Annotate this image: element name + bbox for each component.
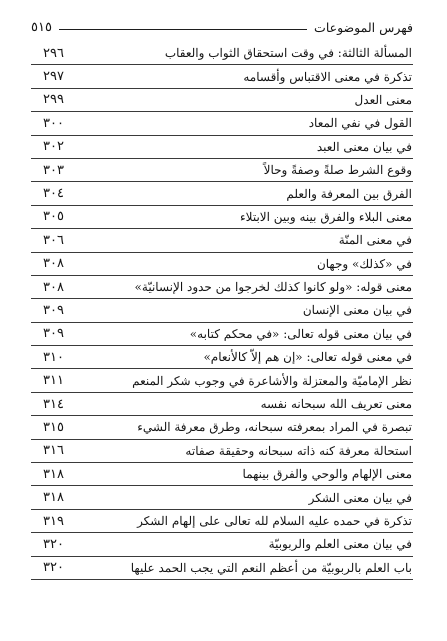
toc-entry-title: في بيان معنى الإنسان [302, 303, 412, 318]
toc-entry [31, 112, 413, 135]
toc-page-number: ٢٩٧ [43, 69, 64, 85]
page-number: ٥١٥ [31, 19, 52, 35]
toc-page-number: ٣١٨ [43, 490, 64, 506]
toc-page-number: ٣٠٨ [43, 279, 64, 295]
toc-entry-title: تبصرة في المراد بمعرفته سبحانه، وطرق معرفة الشيء [137, 420, 412, 435]
toc-entry [31, 206, 413, 229]
toc-page-number: ٣٠٠ [43, 115, 64, 131]
toc-entry-title: نظر الإماميّة والمعتزلة والأشاعرة في وجوب شكر المنعم [132, 373, 412, 388]
toc-entry-title: باب العلم بالربوبيّة من أعظم النعم التي يجب الحمد عليها [130, 560, 412, 575]
toc-entry [31, 393, 413, 416]
toc-entry [31, 323, 413, 346]
running-header [31, 17, 413, 37]
toc-entry [31, 416, 413, 439]
toc-entry [31, 299, 413, 322]
toc-page-number: ٣١٤ [43, 396, 64, 412]
toc-entry-title: في بيان معنى قوله تعالى: «في محكم كتابه» [189, 326, 412, 341]
toc-entry [31, 533, 413, 556]
toc-entry-title: معنى العدل [354, 92, 412, 107]
toc-page-number: ٢٩٩ [43, 92, 64, 108]
toc-entry [31, 182, 413, 205]
toc-page-number: ٣٠٩ [43, 326, 64, 342]
toc-entry-title: معنى قوله: «ولو كانوا كذلك لخرجوا من حدود الإنسانيّة» [134, 280, 412, 295]
toc-entry-title: المسألة الثالثة: في وقت استحقاق الثواب والعقاب [164, 46, 412, 61]
toc-entry-title: في معنى قوله تعالى: «إن هم إلاّ كالأنعام» [203, 350, 412, 365]
toc-entry-title: معنى تعريف الله سبحانه نفسه [260, 397, 412, 412]
toc-entry [31, 510, 413, 533]
toc-page-number: ٣٠٦ [43, 232, 64, 248]
toc-entry [31, 557, 413, 580]
running-title: فهرس الموضوعات [314, 19, 413, 35]
toc-entry-title: في بيان معنى العبد [316, 139, 412, 154]
toc-entry-title: القول في نفي المعاد [308, 116, 412, 131]
toc-entry [31, 65, 413, 88]
toc-entry [31, 89, 413, 112]
toc-entry-title: معنى الإلهام والوحي والفرق بينهما [242, 467, 412, 482]
toc-entry [31, 440, 413, 463]
toc-entry-title: وقوع الشرط صلةً وصفةً وحالاً [263, 163, 412, 178]
toc-entry-title: في بيان معنى العلم والربوبيّة [268, 537, 412, 552]
toc-page-number: ٣١٥ [43, 419, 64, 435]
toc-page-number: ٣٠٢ [43, 139, 64, 155]
toc-entry [31, 369, 413, 392]
toc-page-number: ٣٠٨ [43, 256, 64, 272]
toc-page-number: ٣١٦ [43, 443, 64, 459]
toc-page-number: ٣٢٠ [43, 560, 64, 576]
toc-entry-title: معنى البلاء والفرق بينه وبين الابتلاء [240, 209, 412, 224]
toc-entry-title: الفرق بين المعرفة والعلم [286, 186, 412, 201]
toc-entry-title: في بيان معنى الشكر [308, 490, 412, 505]
toc-entry-title: تذكرة في معنى الاقتباس وأقسامه [243, 69, 412, 84]
toc-page-number: ٣١٨ [43, 466, 64, 482]
toc-page-number: ٣٠٥ [43, 209, 64, 225]
toc-entry-title: استحالة معرفة كنه ذاته سبحانه وحقيقة صفاته [185, 443, 412, 458]
toc-entry [31, 136, 413, 159]
header-rule [59, 29, 307, 30]
toc-entry [31, 486, 413, 509]
toc-page-number: ٣٠٣ [43, 162, 64, 178]
toc-entry-title: في «كذلك» وجهان [316, 256, 412, 271]
toc-entry [31, 229, 413, 252]
toc-entry [31, 276, 413, 299]
toc-page-number: ٣١٩ [43, 513, 64, 529]
toc-entry-title: تذكرة في حمده عليه السلام لله تعالى على إلهام الشكر [137, 514, 412, 528]
toc-entry [31, 463, 413, 486]
table-of-contents [31, 42, 413, 580]
toc-entry [31, 346, 413, 369]
toc-entry [31, 253, 413, 276]
toc-page-number: ٢٩٦ [43, 45, 64, 61]
toc-page-number: ٣٠٤ [43, 186, 64, 202]
toc-entry [31, 159, 413, 182]
toc-page-number: ٣٠٩ [43, 302, 64, 318]
toc-page-number: ٣٢٠ [43, 536, 64, 552]
toc-entry-title: في معنى المنّة [338, 233, 412, 248]
toc-entry [31, 42, 413, 65]
toc-page-number: ٣١١ [43, 373, 64, 389]
toc-page-number: ٣١٠ [43, 349, 64, 365]
